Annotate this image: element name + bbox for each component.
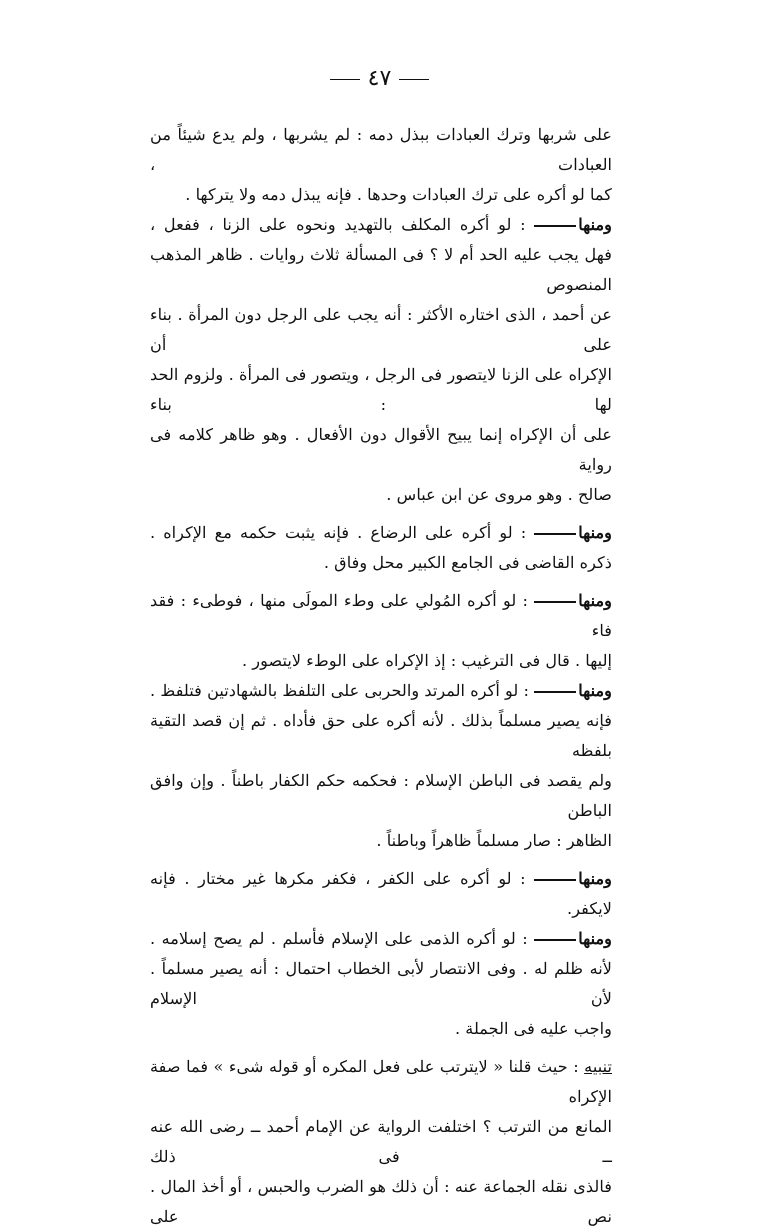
text-line: على شربها وترك العبادات ببذل دمه : لم يشربها ، ولم يدع شيئاً من العبادات ، (150, 125, 612, 174)
page-number-dash-right (399, 79, 429, 80)
text-line: فالذى نقله الجماعة عنه : أن ذلك هو الضرب والحبس ، أو أخذ المال . نص على (150, 1177, 612, 1226)
text-line: ولم يقصد فى الباطن الإسلام : فحكمه حكم الكفار باطناً . وإن وافق الباطن (150, 771, 612, 820)
page-number: ٤٧ (0, 66, 759, 92)
text-line: فهل يجب عليه الحد أم لا ؟ فى المسألة ثلاث روايات . ظاهر المذهب المنصوص (150, 245, 612, 294)
text-body (150, 120, 612, 1232)
section-label: ومنها (534, 215, 612, 234)
text-line: ومنها : لو أكره المُولي على وطء المولَى منها ، فوطىء : فقد فاء (150, 591, 612, 640)
text-line: ومنها : لو أكره على الرضاع . فإنه يثبت حكمه مع الإكراه . (150, 523, 612, 542)
text-line: عن أحمد ، الذى اختاره الأكثر : أنه يجب على الرجل دون المرأة . بناء على أن (150, 305, 612, 354)
text-line: ومنها : لو أكره المرتد والحربى على التلفظ بالشهادتين فتلفظ . (150, 681, 612, 700)
text-line: على أن الإكراه إنما يبيح الأقوال دون الأفعال . وهو ظاهر كلامه فى رواية (150, 425, 612, 474)
text-line: ومنها : لو أكره المكلف بالتهديد ونحوه على الزنا ، ففعل ، (150, 215, 612, 234)
paragraph (150, 864, 612, 924)
text-line: ومنها : لو أكره الذمى على الإسلام فأسلم . لم يصح إسلامه . (150, 929, 612, 948)
paragraph (150, 1052, 612, 1232)
section-label: ومنها (534, 681, 612, 700)
text-line: الإكراه على الزنا لايتصور فى الرجل ، ويتصور فى المرأة . ولزوم الحد لها : بناء (150, 365, 612, 414)
section-label: ومنها (534, 869, 612, 888)
text-line: ومنها : لو أكره على الكفر ، فكفر مكرها غير مختار . فإنه لايكفر. (150, 869, 612, 918)
paragraph (150, 210, 612, 510)
text-line: المانع من الترتب ؟ اختلفت الرواية عن الإمام أحمد ــ رضى الله عنه ــ فى ذلك (150, 1117, 612, 1166)
paragraph (150, 586, 612, 676)
text-line: لأنه ظلم له . وفى الانتصار لأبى الخطاب احتمال : أنه يصير مسلماً . لأن الإسلام (150, 959, 612, 1008)
text-line: كما لو أكره على ترك العبادات وحدها . فإنه يبذل دمه ولا يتركها . (185, 185, 612, 204)
text-line: تنبيه : حيث قلنا « لايترتب على فعل المكره أو قوله شىء » فما صفة الإكراه (150, 1057, 612, 1106)
text-line: صالح . وهو مروى عن ابن عباس . (386, 485, 612, 504)
paragraph (150, 120, 612, 210)
text-line: واجب عليه فى الجملة . (454, 1019, 612, 1038)
note-label: تنبيه (584, 1057, 612, 1076)
text-line: ذكره القاضى فى الجامع الكبير محل وفاق . (323, 553, 612, 572)
section-label: ومنها (534, 591, 612, 610)
text-line: الظاهر : صار مسلماً ظاهراً وباطناً . (376, 831, 612, 850)
section-label: ومنها (534, 929, 612, 948)
paragraph (150, 676, 612, 856)
page-number-dash-left (330, 79, 360, 80)
text-line: إليها . قال فى الترغيب : إذ الإكراه على الوطء لايتصور . (242, 651, 612, 670)
section-label: ومنها (534, 523, 612, 542)
text-line: فإنه يصير مسلماً بذلك . لأنه أكره على حق فأداه . ثم إن قصد التقية بلفظه (150, 711, 612, 760)
paragraph (150, 924, 612, 1044)
paragraph (150, 518, 612, 578)
